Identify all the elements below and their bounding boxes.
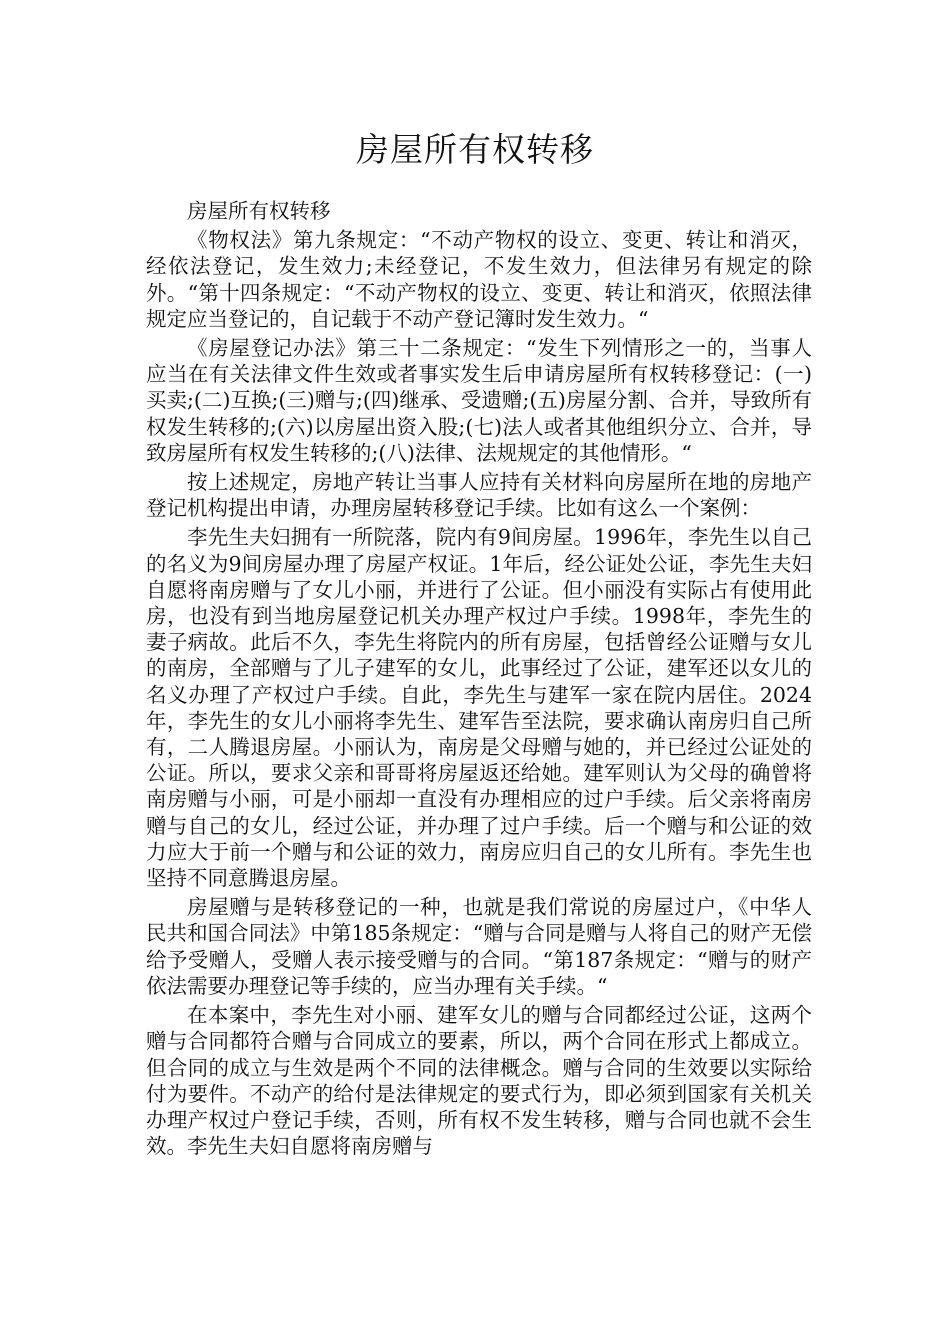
paragraph-case: 李先生夫妇拥有一所院落，院内有9间房屋。1996年，李先生以自己的名义为9间房屋办理了房屋产权证。1年后，经公证处公证，李先生夫妇自愿将南房赠与了女儿小丽，并进行了公证。但小丽没有实际占有使用此房，也没有到当地房屋登记机关办理产权过户手续。1998年，李先生的妻子病故。此后不久，李先生将院内的所有房屋，包括曾经公证赠与女儿的南房，全部赠与了儿子建军的女儿，此事经过了公证，建军还以女儿的名义办理了产权过户手续。自此，李先生与建军一家在院内居住。2024年，李先生的女儿小丽将李先生、建军告至法院，要求确认南房归自己所有，二人腾退房屋。小丽认为，南房是父母赠与她的，并已经过公证处的公证。所以，要求父亲和哥哥将房屋返还给她。建军则认为父母的确曾将南房赠与小丽，可是小丽却一直没有办理相应的过户手续。后父亲将南房赠与自己的女儿，经过公证，并办理了过户手续。后一个赠与和公证的效力应大于前一个赠与和公证的效力，南房应归自己的女儿所有。李先生也坚持不同意腾退房屋。	[146, 525, 812, 891]
paragraph-contract-law: 房屋赠与是转移登记的一种，也就是我们常说的房屋过户，《中华人民共和国合同法》中第185条规定：“赠与合同是赠与人将自己的财产无偿给予受赠人，受赠人表示接受赠与的合同。“第187条规定：“赠与的财产依法需要办理登记等手续的，应当办理有关手续。“	[146, 895, 812, 998]
document-body	[146, 198, 812, 1162]
paragraph-heading: 房屋所有权转移	[187, 199, 331, 223]
document-title: 房屋所有权转移	[356, 130, 594, 169]
paragraph-analysis: 在本案中，李先生对小丽、建军女儿的赠与合同都经过公证，这两个赠与合同都符合赠与合同成立的要素，所以，两个合同在形式上都成立。但合同的成立与生效是两个不同的法律概念。赠与合同的生效要以实际给付为要件。不动产的给付是法律规定的要式行为，即必须到国家有关机关办理产权过户登记手续，否则，所有权不发生转移，赠与合同也就不会生效。李先生夫妇自愿将南房赠与	[146, 1003, 812, 1159]
paragraph-registration-measures: 《房屋登记办法》第三十二条规定：“发生下列情形之一的，当事人应当在有关法律文件生效或者事实发生后申请房屋所有权转移登记：(一)买卖;(二)互换;(三)赠与;(四)继承、受遗赠;(五)房屋分割、合并，导致所有权发生转移的;(六)以房屋出资入股;(七)法人或者其他组织分立、合并，导致房屋所有权发生转移的;(八)法律、法规规定的其他情形。“	[146, 336, 812, 465]
paragraph-procedure: 按上述规定，房地产转让当事人应持有关材料向房屋所在地的房地产登记机构提出申请，办理房屋转移登记手续。比如有这么一个案例：	[146, 470, 812, 521]
paragraph-property-law: 《物权法》第九条规定：“不动产物权的设立、变更、转让和消灭，经依法登记，发生效力;未经登记，不发生效力，但法律另有规定的除外。“第十四条规定：“不动产物权的设立、变更、转让和消灭，依照法律规定应当登记的，自记载于不动产登记簿时发生效力。“	[146, 228, 812, 331]
